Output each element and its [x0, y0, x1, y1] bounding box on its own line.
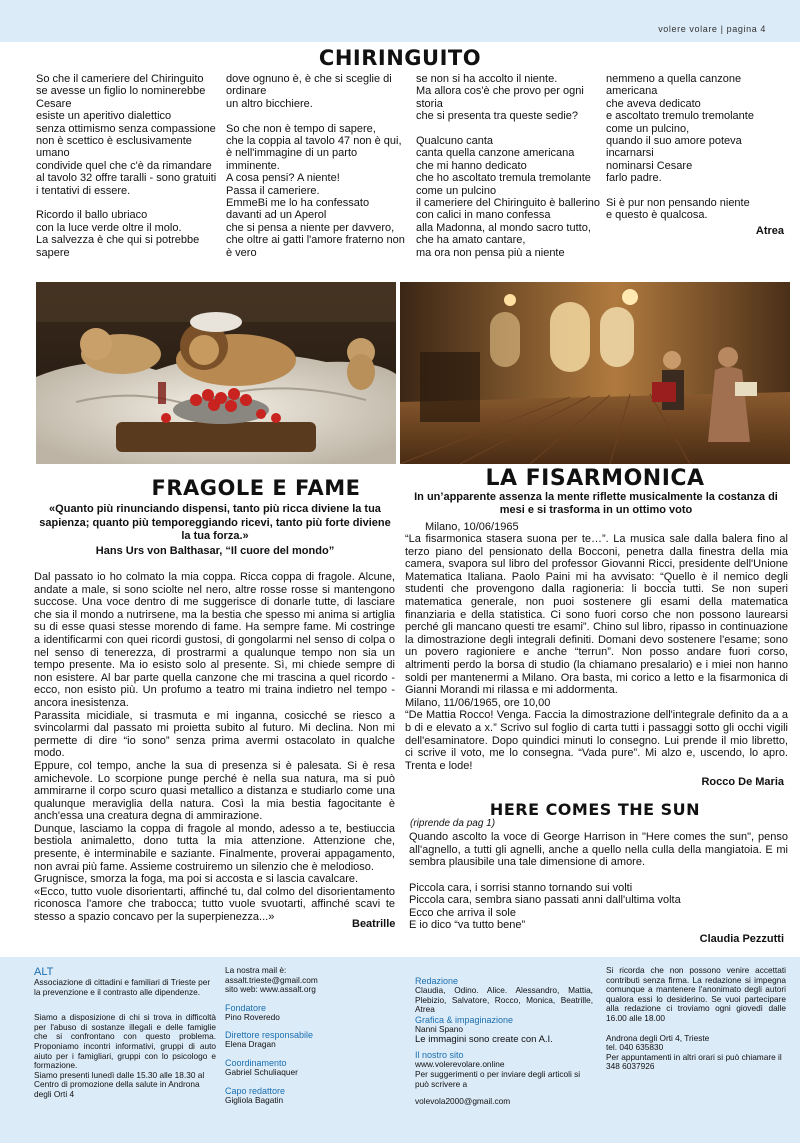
- alt-hours: Siamo presenti lunedì dalle 15.30 alle 18.30 al Centro di promozione della salute in Androna degli Orti 4: [34, 1069, 205, 1099]
- lions-strawberries-image: [36, 282, 396, 464]
- chiringuito-author: Atrea: [755, 225, 784, 237]
- mail-label: La nostra mail è:: [225, 965, 287, 975]
- fisarmonica-date-2: Milano, 11/06/1965, ore 10,00: [405, 696, 551, 709]
- footer-col-3: [415, 976, 593, 1107]
- fisarmonica-subtitle: In un’apparente assenza la mente riflette musicalmente la costanza di mesi e si trasforma in un ottimo voto: [414, 491, 778, 516]
- chiringuito-col-3: se non si ha accolto il niente. Ma allora cos'è che provo per ogni storia che si presenta tra queste sedie? Qualcuno canta canta quella canzone americana che mi hanno dedicato che ho ascoltato tremula tremolante come un pulcino il cameriere del Chiringuito è ballerino con calici in mano confessa alla Madonna, al mondo sacro tutto, che ha amato cantare, ma ora non pensa più a niente: [416, 73, 601, 259]
- fisarmonica-author: Rocco De Maria: [701, 776, 784, 788]
- fisarmonica-p1: “La fisarmonica stasera suona per te…”. La musica sale dalla balera fino al terzo piano del pensionato della Bocconi, penetra dalla finestra della mia camera, svapora sul libro del professor Giovanni Ricci, presidente dell'Unione Matematica Italiana. Paolo Paini mi ha avvisato: “Quello è il nemico degli studenti che provengono dalla ragioneria: li boccia tutti. Se non superi matematica generale, non puoi sostenere gli esami della matematica finanziaria e della statistica. Ci sono fuori corso che non possono laurearsi perché gli mancano questi tre esami”. Chino sul libro, ripasso in continuazione la dimostrazione degli integrali definiti. Domani devo sostenere l'esame; sono un povero ragioniere e anche “terrun”. Non posso andare fuori corso, altrimenti perdo la borsa di studio (la chiamano presalario) e i miei non hanno soldi per mantenermi a Milano. Ora basta, mi corico a letto e la fisarmonica di Gianni Morandi mi rilassa e mi addormenta.: [405, 533, 788, 697]
- direttore: Elena Dragan: [225, 1039, 276, 1050]
- fragole-quote: «Quanto più rinunciando dispensi, tanto più ricca diviene la tua sapienza; quanto più temporeggiando ricevi, tanto più forte diviene la tua forza.»: [39, 503, 391, 542]
- page-header: volere volare | pagina 4: [658, 24, 766, 34]
- capo-redattore-label: Capo redattore: [225, 1085, 286, 1096]
- fragole-p3: Eppure, col tempo, anche la sua di presenza si è palesata. Si è resa amichevole. Lo scorpione punge perché è nella sua natura, ma si può ammirarne il corpo scuro quasi metallico a distanza e studiarlo come una qualunque meraviglia della natura. Così la mia bestia fagocitante è anch'essa una creatura degna di ammirazione.: [34, 759, 395, 823]
- chiringuito-col-2: dove ognuno è, è che si sceglie di ordinare un altro bicchiere. So che non è tempo di sapere, che la coppia al tavolo 47 non è qui, è nell'immagine di un parto imminente. A cosa pensi? A niente! Passa il cameriere. EmmeBi me lo ha confessato davanti ad un Aperol che si pensa a niente per davvero, che oltre ai gatti l'amore fraterno non è vero: [226, 73, 405, 259]
- fragole-quote-source: Hans Urs von Balthasar, “Il cuore del mondo”: [95, 545, 335, 557]
- alt-title: ALT: [34, 966, 54, 978]
- footer-col-2: [225, 966, 385, 1105]
- footer-appointments: Per appuntamenti in altri orari si può chiamare il 348 6037926: [606, 1051, 782, 1072]
- redazione: Claudia, Odino. Alice. Alessandro, Mattia, Plebizio, Salvatore, Rocco, Monica, Beatrille, Atrea: [415, 985, 593, 1015]
- fragole-p2: Parassita micidiale, si trasmuta e mi inganna, cosicché se riesco a svincolarmi dal passato mi proietta subito al futuro. Mi declina. Non mi permette di dire “io sono” senza prima avermi ostacolato in qualche modo.: [34, 709, 395, 760]
- sito-info: Per suggerimenti o per inviare degli articoli si può scrivere a: [415, 1068, 581, 1089]
- sun-p1: Quando ascolto la voce di George Harrison in "Here comes the sun", penso all'agnello, a tutti gli agnelli, anche a quello nella culla della mangiatoia. E mi sembra plausibile una tale dimensione di amore.: [409, 831, 788, 869]
- alt-info: Siamo a disposizione di chi si trova in difficoltà per l'abuso di sostanze illegali e delle famiglie che si confrontano con questo problema. Proponiamo incontri informativi, gruppi di auto aiuto per i famigliari, gruppi con lo psicologo e formazione.: [34, 1012, 216, 1071]
- ballroom-accordion-image: [400, 282, 790, 464]
- alt-description: Associazione di cittadini e familiari di Trieste per la prevenzione e il contrasto alle dipendenze.: [34, 977, 211, 997]
- fragole-p4: Dunque, lasciamo la coppa di fragole al mondo, adesso a te, bestiuccia bestiola animaletto, dono tutta la mia attenzione. Attenzione che, presente, è interminabile e saziante. Finalmente, proverai appagamento, non avrai più fame. Assieme costruiremo un silenzio che è melodioso.: [34, 822, 395, 873]
- fragole-title: FRAGOLE E FAME: [151, 476, 361, 500]
- sito-label: Il nostro sito: [415, 1050, 464, 1061]
- chiringuito-col-1: So che il cameriere del Chiringuito se avesse un figlio lo nominerebbe Cesare esiste un aperitivo dialettico senza ottimismo senza compassione non è scettico è esclusivamente umano condivide quel che c'è da rimandare al tavolo 32 offre taralli - sono gratuiti i tentativi di essere. Ricordo il ballo ubriaco con la luce verde oltre il molo. La salvezza è che qui si potrebbe sapere: [36, 73, 217, 259]
- fondatore-label: Fondatore: [225, 1002, 267, 1013]
- sun-title: HERE COMES THE SUN: [489, 800, 701, 819]
- capo-redattore: Gigliola Bagatin: [225, 1094, 284, 1105]
- footer-address: Androna degli Orti 4, Trieste: [606, 1032, 710, 1043]
- sun-note: (riprende da pag 1): [410, 818, 496, 829]
- fisarmonica-p2: “De Mattia Rocco! Venga. Faccia la dimostrazione dell'integrale definito da a a b di e elevato a x.” Scrivo sul foglio di carta tutti i passaggi sotto gli occhi vigili dell'esaminatore. Dopo quindici minuti lo consegno. Lui prende il mio libretto, ci scrive il voto, me lo consegna. “Vada pure”. Mi alzo e, uscendo, lo apro. Trenta e lode!: [405, 709, 788, 772]
- coordinamento-label: Coordinamento: [225, 1057, 287, 1068]
- header-bar: [0, 0, 800, 42]
- footer-col-1: [34, 966, 216, 1100]
- fisarmonica-body: [405, 533, 788, 772]
- sun-author: Claudia Pezzutti: [699, 933, 784, 945]
- coordinamento: Gabriel Schuliaquer: [225, 1066, 298, 1077]
- grafica: Nanni Spano: [415, 1023, 463, 1034]
- footer-phone: tel. 040 635830: [606, 1042, 664, 1053]
- footer-notice: Si ricorda che non possono venire accettati contributi senza firma. La redazione si impegna comunque a mantenere l'anonimato degli autori qualora essi lo desiderino. Se vuoi partecipare alla redazione ci troviamo ogni giovedì dalle 16.00 alle 18.00: [606, 965, 786, 1023]
- mail-link[interactable]: assalt.trieste@gmail.com: [225, 974, 318, 985]
- sito-link[interactable]: www.volerevolare.online: [415, 1059, 505, 1070]
- fisarmonica-date-1: Milano, 10/06/1965: [425, 521, 519, 533]
- website-link[interactable]: sito web: www.assalt.org: [225, 984, 316, 995]
- footer-col-4: [606, 966, 786, 1072]
- redazione-label: Redazione: [415, 976, 459, 986]
- sun-verse: Piccola cara, i sorrisi stanno tornando sui volti Piccola cara, sembra siano passati anni dall'ultima volta Ecco che arriva il sole E io dico “va tutto bene”: [409, 882, 681, 932]
- fragole-body: [34, 571, 395, 924]
- chiringuito-title: CHIRINGUITO: [318, 46, 482, 70]
- fondatore: Pino Roveredo: [225, 1011, 280, 1022]
- chiringuito-col-4: nemmeno a quella canzone americana che aveva dedicato e ascoltato tremulo tremolante come un pulcino, quando il suo amore poteva incarnarsi nominarsi Cesare farlo padre. Si è pur non pensando niente e questo è qualcosa.: [606, 73, 754, 222]
- fragole-p6: «Ecco, tutto vuole disorientarti, affinché tu, dal colmo del disorientamento riconosca l'amore che trabocca; tutto vuole svuotarti, affinché scavi te stesso a spazio concavo per la superpienezza...»: [34, 885, 395, 924]
- direttore-label: Direttore responsabile: [225, 1030, 314, 1041]
- fragole-p5: Grugnisce, smorza la foga, ma poi si accosta e si lascia cavalcare.: [34, 873, 359, 886]
- fragole-author: Beatrille: [352, 918, 396, 930]
- fragole-p1: Dal passato io ho colmato la mia coppa. Ricca coppa di fragole. Alcune, andate a male, si sono sciolte nel nero, altre rosse rosse si mantengono succose. Una voce dentro di me suggerisce di donarle tutte, di lasciare che sia il mondo a nutrirsene, ma la bestia che spesso mi anima si artiglia su di esse quasi stesse morendo di fame. Ha sempre fame. Mi costringe a identificarmi con quei ricordi gustosi, di gongolarmi nel senso di colpa o nel senso di tenerezza, di prostrarmi a qualunque tempo non sia un tempo presente. Ma io esisto solo al presente. Sì, mi chiede sempre di non esistere. Al bar parte quella canzone che mi trascina a quel ricordo - ecco, non esisto più. Un profumo a teatro mi traina indietro nel tempo - ancora inesistenza.: [34, 571, 395, 709]
- grafica-label: Grafica & impaginazione: [415, 1014, 514, 1025]
- ai-note: Le immagini sono create con A.I.: [415, 1034, 553, 1046]
- sito-mail[interactable]: volevola2000@gmail.com: [415, 1096, 511, 1107]
- fisarmonica-title: LA FISARMONICA: [485, 466, 705, 491]
